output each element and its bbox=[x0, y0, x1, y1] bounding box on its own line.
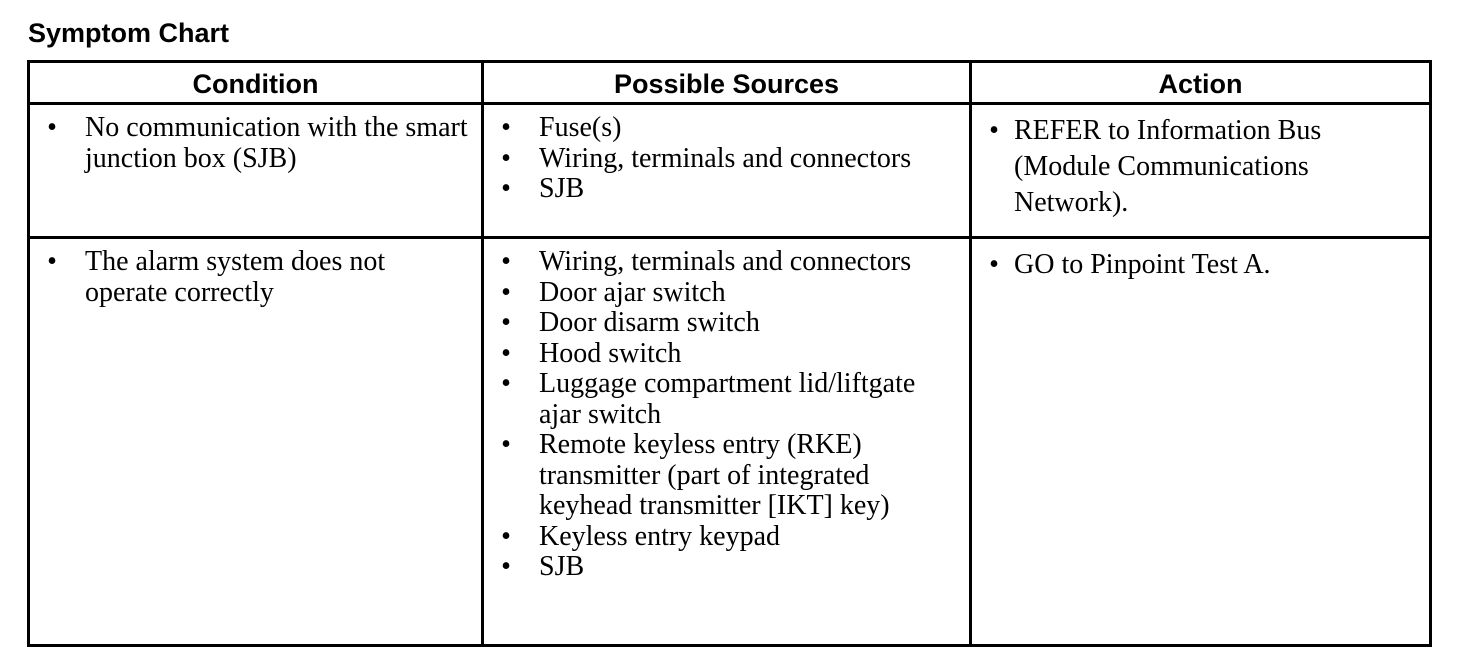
symptom-table bbox=[27, 60, 1432, 647]
bullet-icon: • bbox=[501, 246, 511, 277]
source-text: Keyless entry keypad bbox=[539, 520, 781, 552]
bullet-icon: • bbox=[989, 115, 999, 146]
list-item bbox=[484, 522, 961, 553]
action-cell bbox=[971, 104, 1431, 238]
bullet-icon: • bbox=[501, 520, 511, 552]
action-cell bbox=[971, 238, 1431, 646]
bullet-icon: • bbox=[501, 112, 511, 143]
bullet-icon: • bbox=[989, 249, 999, 280]
list-item bbox=[972, 247, 1421, 283]
bullet-icon: • bbox=[501, 337, 511, 369]
list-item bbox=[972, 113, 1421, 221]
list-item bbox=[484, 552, 961, 583]
sources-cell bbox=[483, 238, 971, 646]
bullet-icon: • bbox=[501, 307, 511, 338]
table-row bbox=[29, 238, 1431, 646]
source-text: SJB bbox=[539, 173, 585, 204]
table-header-row bbox=[29, 62, 1431, 104]
source-text: Door disarm switch bbox=[539, 307, 760, 338]
table-row bbox=[29, 104, 1431, 238]
header-possible-sources: Possible Sources bbox=[483, 62, 971, 104]
header-action: Action bbox=[971, 62, 1431, 104]
source-text: Door ajar switch bbox=[539, 276, 726, 308]
list-item bbox=[484, 339, 961, 370]
bullet-icon: • bbox=[501, 142, 511, 174]
action-text: GO to Pinpoint Test A. bbox=[1014, 249, 1271, 280]
source-text: Wiring, terminals and connectors bbox=[539, 246, 912, 277]
bullet-icon: • bbox=[501, 368, 511, 399]
source-text: Fuse(s) bbox=[539, 112, 622, 143]
condition-cell bbox=[29, 104, 483, 238]
list-item bbox=[30, 247, 473, 308]
page-title: Symptom Chart bbox=[28, 18, 230, 48]
source-text: Luggage compartment lid/liftgate ajar switch bbox=[539, 368, 916, 430]
list-item bbox=[484, 369, 961, 430]
bullet-icon: • bbox=[501, 173, 511, 204]
action-text: REFER to Information Bus (Module Communications Network). bbox=[1014, 115, 1322, 218]
source-text: Hood switch bbox=[539, 337, 682, 369]
bullet-icon: • bbox=[47, 112, 57, 143]
list-item bbox=[30, 113, 473, 174]
sources-cell bbox=[483, 104, 971, 238]
list-item bbox=[484, 278, 961, 309]
list-item bbox=[484, 113, 961, 144]
source-text: Remote keyless entry (RKE) transmitter (part of integrated keyhead transmitter [IKT] key) bbox=[539, 429, 890, 521]
bullet-icon: • bbox=[501, 429, 511, 460]
condition-text: The alarm system does not operate correctly bbox=[85, 246, 386, 308]
source-text: Wiring, terminals and connectors bbox=[539, 142, 912, 174]
condition-cell bbox=[29, 238, 483, 646]
condition-text: No communication with the smart junction box (SJB) bbox=[85, 112, 468, 174]
header-condition: Condition bbox=[29, 62, 483, 104]
list-item bbox=[484, 144, 961, 175]
bullet-icon: • bbox=[501, 551, 511, 582]
list-item bbox=[484, 430, 961, 522]
bullet-icon: • bbox=[501, 276, 511, 308]
source-text: SJB bbox=[539, 551, 585, 582]
list-item bbox=[484, 308, 961, 339]
list-item bbox=[484, 174, 961, 205]
bullet-icon: • bbox=[47, 246, 57, 277]
list-item bbox=[484, 247, 961, 278]
